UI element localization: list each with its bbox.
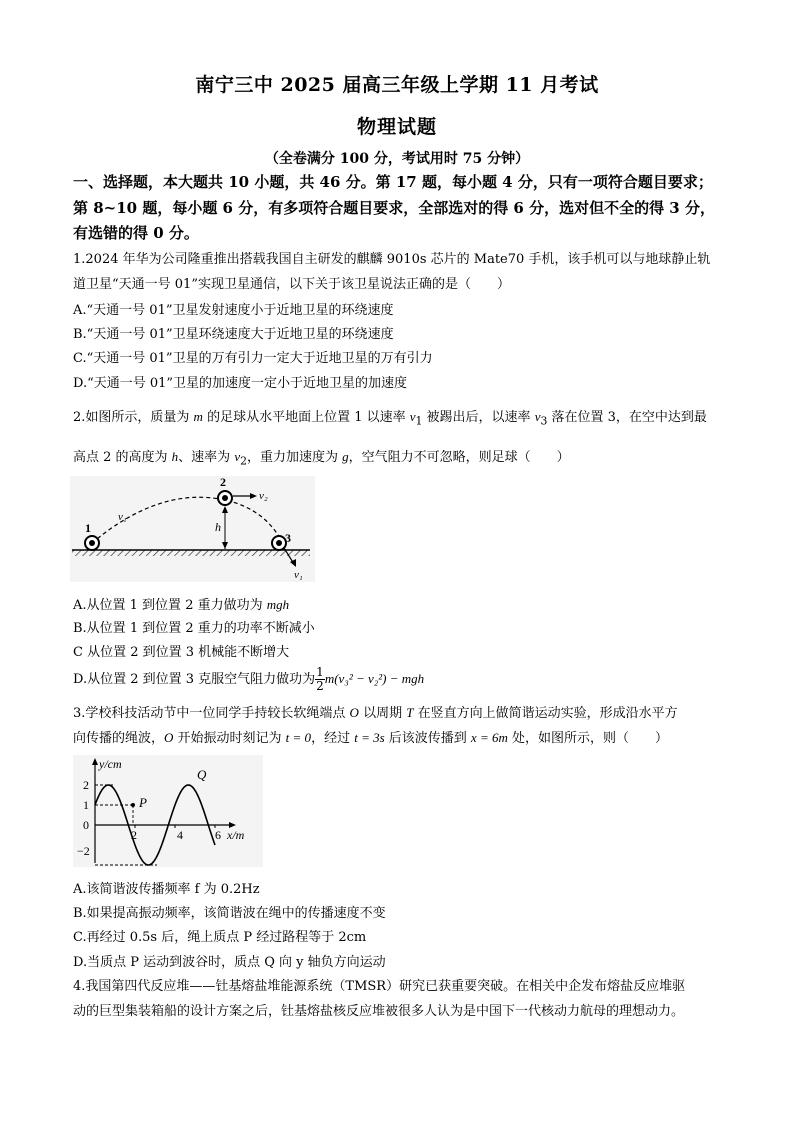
ground-hatch — [72, 550, 310, 556]
text-run: ，重力加速度为 — [246, 450, 343, 465]
math-expr: mgh — [266, 597, 290, 612]
var-v: v — [534, 409, 541, 424]
denominator: 2 — [316, 679, 324, 693]
text-run: D.从位置 2 到位置 3 克服空气阻力做功为 — [73, 672, 316, 687]
wave-figure — [73, 755, 263, 867]
text-run: 处，如图所示，则（ ） — [507, 731, 668, 746]
text-run: ，空气阻力不可忽略，则足球（ ） — [348, 450, 570, 465]
label-position-1: 1 — [85, 521, 91, 535]
text-run: 、速率为 — [178, 450, 235, 465]
math-x6: x = 6m — [470, 730, 508, 745]
tick-label-x2: 2 — [131, 828, 137, 842]
question-2-line-2 — [73, 446, 570, 468]
ball-3-core — [276, 540, 282, 546]
section-heading — [73, 170, 733, 247]
question-line: 道卫星“天通一号 01”实现卫星通信，以下关于该卫星说法正确的是（ ） — [73, 277, 510, 292]
section-heading-line: 第 8~10 题，每小题 6 分，有多项符合题目要求，全部选对的得 6 分，选对但不全的得 3 分， — [73, 198, 715, 217]
math-t3: t = 3s — [354, 730, 385, 745]
q2-option-b: B.从位置 1 到位置 2 重力的功率不断减小 — [73, 621, 315, 636]
label-p: P — [139, 795, 147, 810]
tick-label-x4: 4 — [177, 828, 183, 842]
math-expr: m(v₃² − v₂²) − mgh — [324, 671, 425, 686]
label-v1-end: v₁ — [294, 569, 303, 581]
question-line: 动的巨型集装箱船的设计方案之后，钍基熔盐核反应堆被很多人认为是中国下一代核动力航母的理想动力。 — [73, 1004, 685, 1019]
question-2-line-1 — [73, 406, 707, 428]
numerator: 1 — [316, 665, 324, 679]
q3-option-b: B.如果提高振动频率，该简谐波在绳中的传播速度不变 — [73, 906, 386, 921]
tick-label-yn2: −2 — [77, 844, 90, 858]
subject-title: 物理试题 — [356, 116, 437, 138]
exam-info: （全卷满分 100 分，考试用时 75 分钟） — [264, 151, 530, 167]
question-line: 4.我国第四代反应堆——钍基熔盐堆能源系统（TMSR）研究已获重要突破。在相关中企发布熔盐反应堆驱 — [73, 979, 686, 994]
label-v2: v₂ — [259, 490, 268, 502]
text-run: 落在位置 3，在空中达到最 — [547, 410, 707, 425]
q2-option-d — [73, 666, 424, 693]
label-v1: v₁ — [118, 511, 127, 523]
q1-option-c: C.“天通一号 01”卫星的万有引力一定大于近地卫星的万有引力 — [73, 351, 433, 366]
var-h: h — [171, 449, 179, 464]
subscript: 2 — [240, 454, 247, 468]
q2-option-a — [73, 594, 289, 613]
y-axis-label: y/cm — [99, 757, 122, 771]
x-axis-label: x/m — [227, 828, 245, 842]
question-4-stem — [73, 974, 725, 1024]
text-run: A.从位置 1 到位置 2 重力做功为 — [73, 598, 267, 613]
ball-1-core — [89, 540, 95, 546]
q3-option-c: C.再经过 0.5s 后，绳上质点 P 经过路程等于 2cm — [73, 930, 367, 945]
point-p — [131, 803, 135, 807]
tick-label-x6: 6 — [215, 828, 221, 842]
var-m: m — [193, 409, 203, 424]
text-run: 向传播的绳波， — [73, 731, 165, 746]
var-t: T — [406, 705, 414, 720]
projectile-figure — [70, 476, 315, 582]
q1-option-b: B.“天通一号 01”卫星环绕速度大于近地卫星的环绕速度 — [73, 327, 394, 342]
text-run: 2.如图所示，质量为 — [73, 410, 194, 425]
ball-2-core — [222, 495, 228, 501]
tick-label-y0: 0 — [83, 818, 89, 832]
text-run: ，经过 — [311, 731, 355, 746]
figure-background — [70, 476, 315, 582]
text-run: 以周期 — [358, 706, 407, 721]
q3-option-a: A.该简谐波传播频率 f 为 0.2Hz — [73, 882, 260, 897]
text-run: 开始振动时刻记为 — [173, 731, 286, 746]
question-3-line-2 — [73, 727, 668, 746]
text-run: 在竖直方向上做简谐运动实验，形成沿水平方 — [413, 706, 678, 721]
tick-label-y2: 2 — [83, 778, 89, 792]
text-run: 被踢出后，以速率 — [422, 410, 535, 425]
tick-label-y1: 1 — [83, 798, 89, 812]
text-run: 后该波传播到 — [384, 731, 471, 746]
section-heading-line: 有选错的得 0 分。 — [73, 224, 199, 242]
label-position-2: 2 — [220, 476, 226, 489]
var-o: O — [164, 730, 174, 745]
text-run: 高点 2 的高度为 — [73, 450, 172, 465]
subscript: 3 — [540, 414, 548, 428]
q1-option-a: A.“天通一号 01”卫星发射速度小于近地卫星的环绕速度 — [73, 303, 394, 318]
label-q: Q — [197, 767, 207, 782]
fraction-half — [315, 666, 325, 693]
text-run: 3.学校科技活动节中一位同学手持较长软绳端点 — [73, 706, 350, 721]
var-o: O — [349, 705, 359, 720]
var-v: v — [234, 449, 241, 464]
label-h: h — [215, 520, 221, 534]
q3-option-d: D.当质点 P 运动到波谷时，质点 Q 向 y 轴负方向运动 — [73, 955, 386, 970]
question-line: 1.2024 年华为公司隆重推出搭载我国自主研发的麒麟 9010s 芯片的 Mate70 手机，该手机可以与地球静止轨 — [73, 252, 711, 267]
exam-title: 南宁三中 2025 届高三年级上学期 11 月考试 — [195, 74, 599, 96]
var-v: v — [409, 409, 416, 424]
subscript: 1 — [415, 414, 423, 428]
text-run: 的足球从水平地面上位置 1 以速率 — [202, 410, 410, 425]
question-1-stem — [73, 247, 725, 297]
section-heading-line: 一、选择题，本大题共 10 小题，共 46 分。第 17 题，每小题 4 分，只有一项符合题目要求； — [73, 173, 713, 191]
math-t0: t = 0 — [285, 730, 312, 745]
label-position-3: 3 — [285, 531, 291, 545]
q1-option-d: D.“天通一号 01”卫星的加速度一定小于近地卫星的加速度 — [73, 376, 408, 391]
q2-option-c: C 从位置 2 到位置 3 机械能不断增大 — [73, 645, 290, 660]
figure-background — [73, 755, 263, 867]
var-g: g — [342, 449, 349, 464]
question-3-line-1 — [73, 702, 678, 721]
